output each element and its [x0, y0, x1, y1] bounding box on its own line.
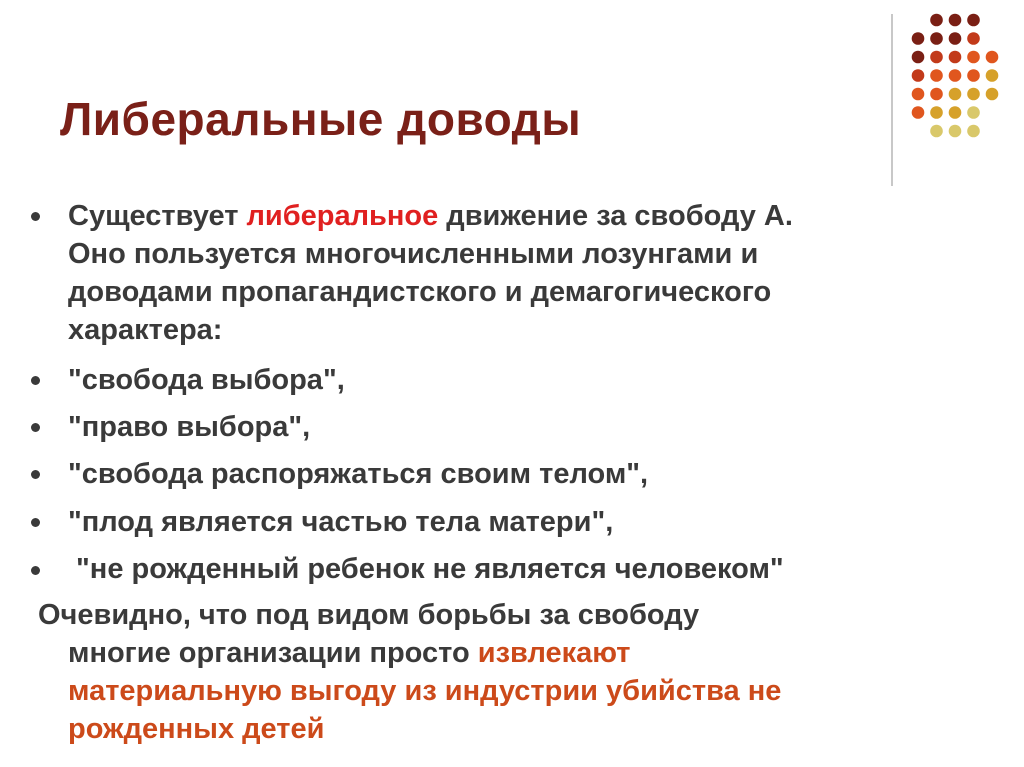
decor-dot — [912, 88, 925, 101]
intro-line-3: доводами пропагандистского и демагогического — [68, 276, 772, 308]
bullet-item: "свобода распоряжаться своим телом", — [68, 458, 649, 490]
slide-title: Либеральные доводы — [60, 93, 582, 145]
decor-dot — [930, 32, 943, 45]
decor-dot — [967, 32, 980, 45]
decor-dot — [949, 88, 962, 101]
decor-dot — [949, 69, 962, 82]
intro-line-1 — [68, 198, 793, 235]
decor-dot — [949, 106, 962, 119]
decor-dot — [930, 14, 943, 27]
decor-dot — [930, 106, 943, 119]
intro-line-2: Оно пользуется многочисленными лозунгами и — [68, 238, 759, 270]
bullet-item: "плод является частью тела матери", — [68, 506, 614, 538]
decor-dot — [912, 106, 925, 119]
bullet-dot — [31, 470, 40, 479]
conclusion-line-1: Очевидно, что под видом борьбы за свободу — [38, 599, 700, 631]
conclusion-line-2 — [68, 635, 631, 672]
title-divider — [891, 14, 893, 186]
bullet-dot — [31, 423, 40, 432]
bullet-item: "не рожденный ребенок не является человеком" — [68, 553, 784, 585]
decor-dot — [986, 69, 999, 82]
intro-text-after: движение за свободу А. — [438, 200, 793, 232]
decor-dot — [967, 51, 980, 64]
decor-dot — [912, 32, 925, 45]
dot-grid-icon — [900, 8, 1010, 168]
decor-dot — [967, 14, 980, 27]
decor-dot — [930, 88, 943, 101]
intro-text-before: Существует — [68, 200, 247, 232]
bullet-dot — [31, 212, 40, 221]
conclusion-line-3: материальную выгоду из индустрии убийства не — [68, 675, 782, 707]
decor-dot — [967, 88, 980, 101]
decor-dot — [912, 51, 925, 64]
intro-highlight: либеральное — [246, 200, 439, 232]
decor-dot — [930, 69, 943, 82]
intro-line-4: характера: — [68, 314, 223, 346]
bullet-dot — [31, 376, 40, 385]
bullet-item: "право выбора", — [68, 411, 311, 443]
decor-dot — [967, 106, 980, 119]
decor-dot — [949, 51, 962, 64]
bullet-dot — [31, 518, 40, 527]
decor-dot — [930, 125, 943, 138]
bullet-item: "свобода выбора", — [68, 364, 345, 396]
bullet-dot — [31, 566, 40, 575]
decor-dot — [949, 32, 962, 45]
decor-dot — [967, 125, 980, 138]
decor-dot — [949, 125, 962, 138]
conclusion-highlight: извлекают — [477, 637, 631, 669]
decor-dot — [912, 69, 925, 82]
conclusion-line-4: рожденных детей — [68, 713, 325, 745]
decor-dot — [986, 51, 999, 64]
decor-dot — [986, 88, 999, 101]
conclusion-text-plain: многие организации просто — [68, 637, 478, 669]
decor-dot — [930, 51, 943, 64]
decor-dot — [967, 69, 980, 82]
decor-dot — [949, 14, 962, 27]
